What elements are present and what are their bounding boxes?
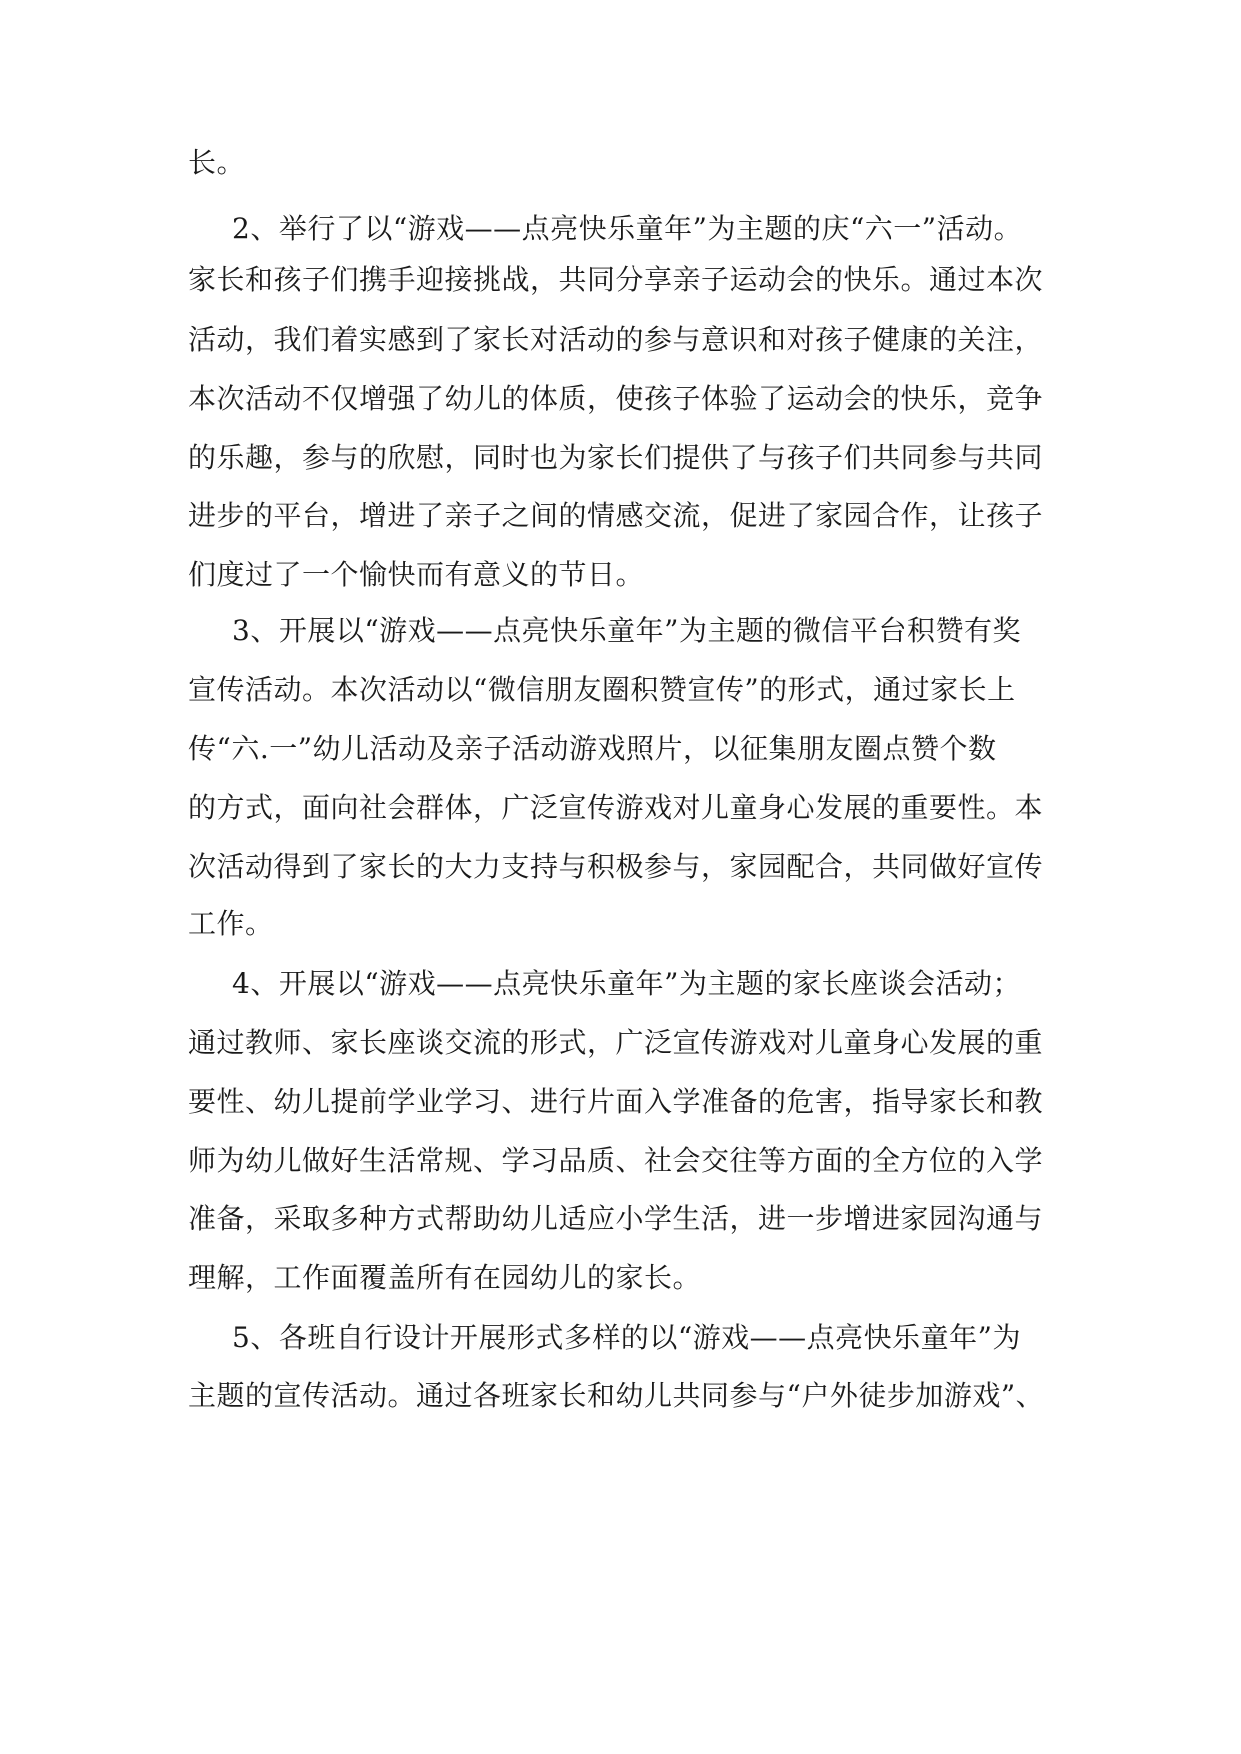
- text-line: 们度过了一个愉快而有意义的节日。: [188, 558, 645, 591]
- text-line: 准备，采取多种方式帮助幼儿适应小学生活，进一步增进家园沟通与: [188, 1202, 1044, 1235]
- paragraph-2-start: 2、举行了以“游戏——点亮快乐童年”为主题的庆“六一”活动。: [232, 212, 1023, 245]
- text-line: 家长和孩子们携手迎接挑战，共同分享亲子运动会的快乐。通过本次: [188, 263, 1044, 296]
- text-line: 主题的宣传活动。通过各班家长和幼儿共同参与“户外徒步加游戏”、: [188, 1379, 1045, 1412]
- paragraph-5-start: 5、各班自行设计开展形式多样的以“游戏——点亮快乐童年”为: [232, 1321, 1021, 1354]
- paragraph-3-start: 3、开展以“游戏——点亮快乐童年”为主题的微信平台积赞有奖: [232, 614, 1021, 647]
- text-line: 通过教师、家长座谈交流的形式，广泛宣传游戏对儿童身心发展的重: [188, 1026, 1044, 1059]
- text-line: 活动，我们着实感到了家长对活动的参与意识和对孩子健康的关注，: [188, 323, 1044, 356]
- text-line: 长。: [188, 146, 246, 179]
- text-line: 要性、幼儿提前学业学习、进行片面入学准备的危害，指导家长和教: [188, 1085, 1044, 1118]
- text-line: 传“六.一”幼儿活动及亲子活动游戏照片，以征集朋友圈点赞个数: [188, 732, 997, 765]
- text-line: 的方式，面向社会群体，广泛宣传游戏对儿童身心发展的重要性。本: [188, 791, 1044, 824]
- text-line: 理解，工作面覆盖所有在园幼儿的家长。: [188, 1261, 702, 1294]
- text-line: 师为幼儿做好生活常规、学习品质、社会交往等方面的全方位的入学: [188, 1144, 1044, 1177]
- text-line: 宣传活动。本次活动以“微信朋友圈积赞宣传”的形式，通过家长上: [188, 673, 1016, 706]
- text-line: 进步的平台，增进了亲子之间的情感交流，促进了家园合作，让孩子: [188, 499, 1044, 532]
- text-line: 次活动得到了家长的大力支持与积极参与，家园配合，共同做好宣传: [188, 850, 1044, 883]
- text-line: 的乐趣，参与的欣慰，同时也为家长们提供了与孩子们共同参与共同: [188, 441, 1044, 474]
- text-line: 本次活动不仅增强了幼儿的体质，使孩子体验了运动会的快乐，竞争: [188, 382, 1044, 415]
- paragraph-4-start: 4、开展以“游戏——点亮快乐童年”为主题的家长座谈会活动；: [232, 967, 1021, 1000]
- text-line: 工作。: [188, 907, 274, 940]
